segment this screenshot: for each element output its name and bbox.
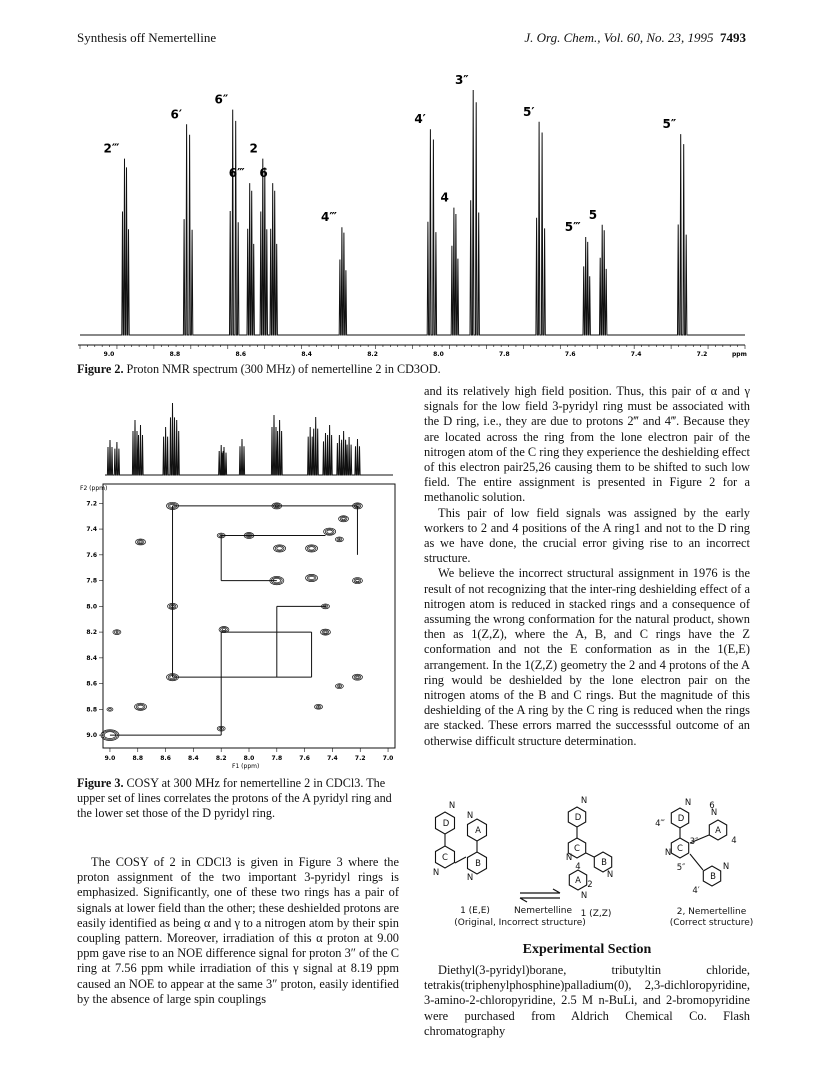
cosy-y-tick-label: 7.4 (86, 526, 97, 534)
position-number: 6 (709, 801, 715, 811)
atom-n: N (684, 798, 692, 808)
cosy-x-tick-label: 9.0 (104, 755, 116, 762)
peak-label: 2‴ (103, 141, 120, 156)
cosy-x-tick-label: 7.8 (271, 755, 283, 762)
atom-n: N (710, 808, 718, 818)
position-number: 4‴ (655, 819, 665, 829)
atom-n: N (432, 868, 440, 878)
ring-letter: D (442, 819, 450, 829)
peak-label: 4′ (414, 112, 426, 127)
atom-n: N (664, 848, 672, 858)
cosy-f2-axis-label: F2 (ppm) (80, 485, 108, 492)
experimental-paragraph: Diethyl(3-pyridyl)borane, tributyltin chloride, tetrakis(triphenylphosphine)palladium(0), 2,3-dichloropyridine, 3-amino-2-chloropyridine, 2.5 M n-BuLi, and 2-bromopyridine were purchased from Aldrich Chemical Co. Flash chromatography (424, 963, 750, 1038)
cosy-x-tick-label: 7.2 (354, 755, 366, 762)
position-number: 4′ (692, 886, 700, 896)
page-number: 7493 (720, 30, 746, 45)
position-number: 4 (731, 836, 737, 846)
equilibrium-arrows-icon (520, 889, 560, 902)
spectrum-tick-label: 8.2 (367, 351, 378, 358)
ring-letter: A (715, 826, 721, 836)
peak-label: 6′ (170, 107, 183, 122)
ring-letter: C (677, 844, 683, 854)
peak-label: 3″ (454, 73, 469, 87)
peak-label: 5 (588, 207, 598, 222)
cosy-y-tick-label: 7.6 (86, 551, 97, 559)
atom-n: N (565, 853, 573, 863)
experimental-section-title: Experimental Section (522, 942, 652, 957)
ring-letter: B (601, 858, 607, 868)
cosy-x-tick-label: 8.0 (243, 755, 255, 762)
right-paragraph-3: We believe the incorrect structural assignment in 1976 is the result of not recognizing that the inter-ring deshielding effect of a nitrogen atom is reduced in stacked rings and a consequence of assuming the wrong conformation for the natural product, shown then as 1(Z,Z), where the A, B, and C rings have the Z conformation and not the E conformation as in the 1(E,E) arrangement. In the 1(Z,Z) geometry the 2 and 4 protons of the A ring would be deshielded by the lone electron pair on the nitrogen atoms of the B and C rings. But the magnitude of this deshielding of the A ring by the C ring is reduced when the rings are stacked. These errors marred the successsful outcome of an otherwise difficult structure determination. (424, 566, 750, 748)
ring-letter: A (475, 826, 481, 836)
atom-n: N (722, 862, 730, 872)
figure2-caption-text: Proton NMR spectrum (300 MHz) of nemertelline 2 in CD3OD. (126, 362, 441, 376)
structure-bond (690, 854, 703, 870)
label-nemertelline-original: Nemertelline (513, 906, 573, 916)
ring-letter: A (575, 876, 581, 886)
atom-n: N (580, 796, 588, 806)
label-1ee: 1 (E,E) (460, 906, 490, 916)
position-number: 2 (587, 880, 593, 890)
right-paragraph-2: This pair of low field signals was assigned by the early workers to 2 and 4 positions of the A ring1 and not to the D ring as we have done, the crucial error giving rise to an incorrect structure. (424, 505, 750, 566)
cosy-y-tick-label: 8.0 (86, 603, 97, 611)
cosy-y-tick-label: 7.2 (86, 500, 97, 508)
spectrum-tick-label: 8.8 (169, 351, 181, 358)
atom-n: N (580, 891, 588, 901)
spectrum-tick-label: 7.6 (564, 351, 576, 358)
cosy-y-tick-label: 8.8 (86, 706, 97, 714)
peak-label: 2 (249, 141, 258, 156)
cosy-y-tick-label: 8.4 (86, 654, 97, 662)
cosy-x-tick-label: 8.6 (160, 755, 171, 762)
label-original-incorrect: (Original, Incorrect structure) (454, 918, 586, 928)
experimental-text (424, 963, 750, 1039)
spectrum-unit-label: ppm (732, 351, 747, 358)
peak-label: 6‴ (228, 166, 245, 181)
spectrum-tick-label: 9.0 (103, 351, 115, 358)
running-title: Synthesis off Nemertelline (77, 30, 217, 45)
ring-letter: C (574, 844, 580, 854)
journal-name: J. Org. Chem., Vol. 60, No. 23, 1995 (524, 30, 714, 45)
cosy-y-tick-label: 8.6 (86, 680, 97, 688)
atom-n: N (466, 873, 474, 883)
ring-letter: B (710, 872, 716, 882)
ring-letter: C (442, 853, 448, 863)
spectrum-tick-label: 7.4 (630, 351, 642, 358)
label-1zz: 1 (Z,Z) (580, 909, 612, 919)
position-number: 4 (575, 862, 581, 872)
cosy-y-tick-label: 8.2 (86, 629, 97, 637)
label-correct-structure: (Correct structure) (669, 918, 754, 928)
cosy-x-tick-label: 7.4 (327, 755, 338, 762)
left-paragraph: The COSY of 2 in CDCl3 is given in Figure 3 where the proton assignment of the two important 3-pyridyl rings is emphasized. Significantly, one of these two rings has a pair of signals at lower field than the other; these deshielded protons are easily identified as being α and γ to a nitrogen atom by their spin coupling pattern. Moreover, irradiation of this α proton at 9.00 ppm gave rise to an NOE difference signal for proton 3″ of the C ring at 7.56 ppm while irradiation of this γ signal at 8.19 ppm caused an NOE to appear at the same 3″ proton, easily identified by the absence of large spin couplings (77, 855, 399, 1006)
ring-letter: D (677, 814, 685, 824)
cosy-x-tick-label: 8.2 (215, 755, 227, 762)
peak-label: 4‴ (320, 210, 337, 225)
cosy-x-tick-label: 7.0 (382, 755, 394, 762)
figure2-label: Figure 2. (77, 362, 124, 376)
peak-label: 5′ (523, 104, 535, 119)
atom-n: N (448, 801, 456, 811)
ring-letter: D (574, 813, 582, 823)
right-paragraph-1: and its relatively high field position. Thus, this pair of α and γ signals for the low field 3-pyridyl ring must be associated with the D ring, i.e., they are due to protons 2‴ and 4‴. Because they are located across the ring from the lone electron pair of the nitrogen atom of the C ring they experience the deshielding effect of this electron pair25,26 causing them to be shifted to such low field. The entire assignment is presented in Figure 2 for a methanolic solution. (424, 384, 750, 505)
structure-bond (455, 857, 466, 863)
label-2-nemertelline: 2, Nemertelline (676, 907, 747, 917)
cosy-x-tick-label: 8.8 (132, 755, 144, 762)
cosy-f1-axis-label: F1 (ppm) (232, 763, 260, 770)
figure3-caption-text: COSY at 300 MHz for nemertelline 2 in CDCl3. The upper set of lines correlates the protons of the A pyridyl ring and the lower set those of the D pyridyl ring. (77, 776, 392, 820)
spectrum-tick-label: 7.8 (499, 351, 510, 358)
position-number: 5″ (676, 863, 686, 873)
spectrum-tick-label: 8.4 (301, 351, 312, 358)
peak-label: 6″ (214, 92, 229, 107)
spectrum-tick-label: 8.0 (433, 351, 444, 358)
spectrum-tick-label: 7.2 (696, 351, 708, 358)
cosy-y-tick-label: 7.8 (86, 577, 97, 585)
ring-letter: B (475, 859, 481, 869)
peak-label: 4 (440, 190, 449, 205)
cosy-x-tick-label: 7.6 (299, 755, 310, 762)
spectrum-tick-label: 8.6 (235, 351, 247, 358)
position-number: 3″ (689, 837, 699, 847)
atom-n: N (606, 870, 614, 880)
peak-label: 6 (259, 166, 268, 181)
figure3-label: Figure 3. (77, 776, 124, 790)
cosy-x-tick-label: 8.4 (188, 755, 199, 762)
structure-bond (586, 853, 594, 857)
peak-label: 5‴ (564, 220, 581, 234)
cosy-y-tick-label: 9.0 (86, 732, 97, 740)
peak-label: 5″ (662, 117, 677, 132)
atom-n: N (466, 811, 474, 821)
